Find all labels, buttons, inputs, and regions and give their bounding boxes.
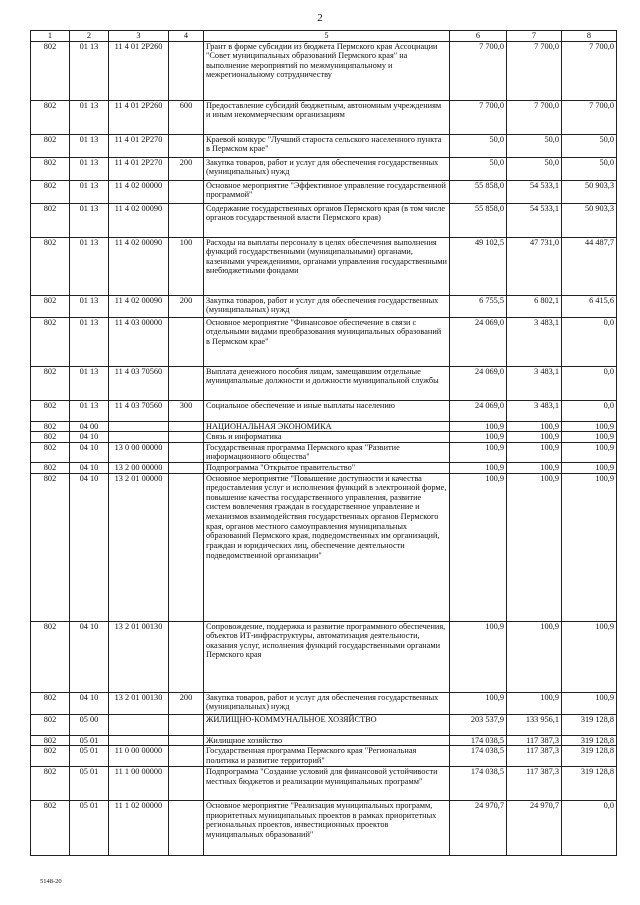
table-row bbox=[31, 432, 617, 443]
cell-amount-2: 100,9 bbox=[507, 692, 562, 714]
cell-amount-3: 0,0 bbox=[562, 801, 617, 856]
cell-target-article: 11 4 01 2P260 bbox=[109, 100, 169, 134]
cell-name: Жилищное хозяйство bbox=[204, 735, 450, 746]
cell-amount-3: 50 903,3 bbox=[562, 180, 617, 203]
cell-section: 04 10 bbox=[70, 432, 109, 443]
cell-admin-code: 802 bbox=[31, 421, 70, 432]
cell-expense-type bbox=[169, 767, 204, 801]
cell-amount-2: 7 700,0 bbox=[507, 100, 562, 134]
cell-amount-3: 0,0 bbox=[562, 317, 617, 366]
cell-name: Подпрограмма "Открытое правительство" bbox=[204, 463, 450, 474]
cell-amount-1: 24 069,0 bbox=[450, 400, 507, 421]
table-row bbox=[31, 41, 617, 100]
cell-amount-1: 100,9 bbox=[450, 692, 507, 714]
cell-amount-3: 100,9 bbox=[562, 621, 617, 692]
cell-target-article: 11 4 02 00000 bbox=[109, 180, 169, 203]
cell-amount-3: 7 700,0 bbox=[562, 41, 617, 100]
cell-expense-type: 100 bbox=[169, 237, 204, 295]
cell-target-article: 11 1 00 00000 bbox=[109, 767, 169, 801]
cell-target-article: 13 2 00 00000 bbox=[109, 463, 169, 474]
cell-amount-3: 100,9 bbox=[562, 432, 617, 443]
cell-amount-2: 100,9 bbox=[507, 473, 562, 621]
cell-name: НАЦИОНАЛЬНАЯ ЭКОНОМИКА bbox=[204, 421, 450, 432]
cell-amount-1: 100,9 bbox=[450, 463, 507, 474]
cell-expense-type bbox=[169, 801, 204, 856]
cell-admin-code: 802 bbox=[31, 714, 70, 735]
cell-target-article bbox=[109, 421, 169, 432]
cell-name: Основное мероприятие "Реализация муниципальных программ, приоритетных муниципальных проектов в рамках приоритетных региональных проектов, инвестиционных проектов муниципальных образований" bbox=[204, 801, 450, 856]
table-row bbox=[31, 100, 617, 134]
cell-amount-2: 6 802,1 bbox=[507, 295, 562, 317]
table-row bbox=[31, 157, 617, 180]
cell-section: 01 13 bbox=[70, 237, 109, 295]
cell-name: ЖИЛИЩНО-КОММУНАЛЬНОЕ ХОЗЯЙСТВО bbox=[204, 714, 450, 735]
cell-target-article: 11 4 01 2P260 bbox=[109, 41, 169, 100]
page-number: 2 bbox=[317, 12, 323, 24]
cell-amount-3: 319 128,8 bbox=[562, 746, 617, 767]
cell-target-article: 11 1 02 00000 bbox=[109, 801, 169, 856]
table-row bbox=[31, 400, 617, 421]
cell-amount-3: 319 128,8 bbox=[562, 714, 617, 735]
cell-amount-3: 7 700,0 bbox=[562, 100, 617, 134]
table-row bbox=[31, 237, 617, 295]
cell-section: 01 13 bbox=[70, 41, 109, 100]
cell-amount-1: 24 970,7 bbox=[450, 801, 507, 856]
cell-amount-1: 174 038,5 bbox=[450, 735, 507, 746]
cell-section: 04 10 bbox=[70, 442, 109, 462]
table-row bbox=[31, 621, 617, 692]
cell-amount-3: 44 487,7 bbox=[562, 237, 617, 295]
cell-amount-3: 0,0 bbox=[562, 400, 617, 421]
cell-name: Государственная программа Пермского края "Региональная политика и развитие территорий" bbox=[204, 746, 450, 767]
cell-amount-3: 0,0 bbox=[562, 366, 617, 400]
cell-section: 04 10 bbox=[70, 463, 109, 474]
cell-admin-code: 802 bbox=[31, 295, 70, 317]
table-row bbox=[31, 180, 617, 203]
cell-name: Социальное обеспечение и иные выплаты населению bbox=[204, 400, 450, 421]
cell-admin-code: 802 bbox=[31, 463, 70, 474]
cell-admin-code: 802 bbox=[31, 692, 70, 714]
cell-expense-type: 600 bbox=[169, 100, 204, 134]
cell-expense-type: 300 bbox=[169, 400, 204, 421]
cell-amount-1: 100,9 bbox=[450, 432, 507, 443]
table-row bbox=[31, 735, 617, 746]
cell-admin-code: 802 bbox=[31, 157, 70, 180]
cell-expense-type bbox=[169, 735, 204, 746]
cell-amount-3: 50,0 bbox=[562, 157, 617, 180]
cell-section: 01 13 bbox=[70, 400, 109, 421]
cell-amount-3: 100,9 bbox=[562, 473, 617, 621]
header-cell: 7 bbox=[507, 31, 562, 42]
cell-expense-type bbox=[169, 41, 204, 100]
cell-admin-code: 802 bbox=[31, 100, 70, 134]
cell-target-article: 11 4 02 00090 bbox=[109, 237, 169, 295]
cell-name: Связь и информатика bbox=[204, 432, 450, 443]
cell-admin-code: 802 bbox=[31, 767, 70, 801]
cell-name: Подпрограмма "Создание условий для финансовой устойчивости местных бюджетов и реализации муниципальных программ" bbox=[204, 767, 450, 801]
cell-section: 04 10 bbox=[70, 621, 109, 692]
cell-amount-1: 50,0 bbox=[450, 134, 507, 157]
cell-section: 05 01 bbox=[70, 801, 109, 856]
cell-section: 01 13 bbox=[70, 295, 109, 317]
cell-target-article: 11 4 02 00090 bbox=[109, 203, 169, 237]
cell-section: 01 13 bbox=[70, 203, 109, 237]
cell-amount-2: 24 970,7 bbox=[507, 801, 562, 856]
cell-amount-1: 7 700,0 bbox=[450, 100, 507, 134]
table-row bbox=[31, 801, 617, 856]
table-row bbox=[31, 463, 617, 474]
cell-name: Основное мероприятие "Эффективное управление государственной программой" bbox=[204, 180, 450, 203]
table-row bbox=[31, 442, 617, 462]
cell-amount-1: 55 858,0 bbox=[450, 203, 507, 237]
cell-admin-code: 802 bbox=[31, 442, 70, 462]
cell-amount-1: 100,9 bbox=[450, 621, 507, 692]
cell-admin-code: 802 bbox=[31, 317, 70, 366]
cell-amount-1: 203 537,9 bbox=[450, 714, 507, 735]
cell-name: Грант в форме субсидии из бюджета Пермского края Ассоциации "Совет муниципальных образований Пермского края" на выполнение мероприятий по межмуниципальному и межрегиональному сотрудничеству bbox=[204, 41, 450, 100]
cell-amount-3: 100,9 bbox=[562, 442, 617, 462]
cell-expense-type bbox=[169, 134, 204, 157]
cell-amount-1: 50,0 bbox=[450, 157, 507, 180]
cell-name: Закупка товаров, работ и услуг для обеспечения государственных (муниципальных) нужд bbox=[204, 692, 450, 714]
cell-target-article: 11 4 03 00000 bbox=[109, 317, 169, 366]
cell-name: Закупка товаров, работ и услуг для обеспечения государственных (муниципальных) нужд bbox=[204, 157, 450, 180]
cell-admin-code: 802 bbox=[31, 746, 70, 767]
cell-amount-3: 50,0 bbox=[562, 134, 617, 157]
cell-expense-type bbox=[169, 442, 204, 462]
cell-amount-2: 54 533,1 bbox=[507, 203, 562, 237]
cell-name: Государственная программа Пермского края "Развитие информационного общества" bbox=[204, 442, 450, 462]
cell-section: 05 01 bbox=[70, 767, 109, 801]
table-row bbox=[31, 203, 617, 237]
cell-amount-2: 3 483,1 bbox=[507, 400, 562, 421]
cell-target-article: 13 2 01 00130 bbox=[109, 692, 169, 714]
header-cell: 5 bbox=[204, 31, 450, 42]
cell-amount-2: 3 483,1 bbox=[507, 317, 562, 366]
cell-amount-2: 117 387,3 bbox=[507, 735, 562, 746]
cell-expense-type bbox=[169, 473, 204, 621]
budget-table bbox=[30, 30, 617, 856]
cell-amount-3: 319 128,8 bbox=[562, 735, 617, 746]
cell-target-article: 11 4 01 2P270 bbox=[109, 157, 169, 180]
cell-admin-code: 802 bbox=[31, 400, 70, 421]
cell-amount-1: 24 069,0 bbox=[450, 366, 507, 400]
cell-target-article: 11 4 01 2P270 bbox=[109, 134, 169, 157]
cell-section: 01 13 bbox=[70, 134, 109, 157]
cell-amount-1: 100,9 bbox=[450, 473, 507, 621]
cell-section: 01 13 bbox=[70, 366, 109, 400]
cell-amount-2: 100,9 bbox=[507, 421, 562, 432]
cell-target-article: 13 0 00 00000 bbox=[109, 442, 169, 462]
cell-admin-code: 802 bbox=[31, 41, 70, 100]
header-cell: 2 bbox=[70, 31, 109, 42]
cell-amount-2: 133 956,1 bbox=[507, 714, 562, 735]
cell-amount-2: 54 533,1 bbox=[507, 180, 562, 203]
cell-target-article bbox=[109, 432, 169, 443]
cell-amount-2: 50,0 bbox=[507, 157, 562, 180]
cell-target-article bbox=[109, 735, 169, 746]
cell-name: Краевой конкурс "Лучший староста сельского населенного пункта в Пермском крае" bbox=[204, 134, 450, 157]
cell-section: 05 01 bbox=[70, 746, 109, 767]
cell-section: 01 13 bbox=[70, 180, 109, 203]
cell-name: Закупка товаров, работ и услуг для обеспечения государственных (муниципальных) нужд bbox=[204, 295, 450, 317]
cell-expense-type bbox=[169, 432, 204, 443]
table-row bbox=[31, 295, 617, 317]
header-row bbox=[31, 31, 617, 42]
cell-expense-type bbox=[169, 714, 204, 735]
cell-amount-3: 100,9 bbox=[562, 463, 617, 474]
header-cell: 8 bbox=[562, 31, 617, 42]
cell-expense-type: 200 bbox=[169, 295, 204, 317]
cell-name: Основное мероприятие "Повышение доступности и качества предоставления услуг и исполнения функций в электронной форме, повышение качества государственного управления, развитие систем вовлечения граждан в государственное управление и механизмов взаимодействия государственных органов Пермского края, органов местного самоуправления муниципальных образований Пермского края, подведомственных им организаций, граждан и юридических лиц, обеспечение деятельности подведомственной организации" bbox=[204, 473, 450, 621]
cell-admin-code: 802 bbox=[31, 203, 70, 237]
cell-admin-code: 802 bbox=[31, 366, 70, 400]
cell-admin-code: 802 bbox=[31, 180, 70, 203]
cell-amount-2: 100,9 bbox=[507, 621, 562, 692]
cell-admin-code: 802 bbox=[31, 735, 70, 746]
cell-target-article: 11 4 02 00090 bbox=[109, 295, 169, 317]
table-row bbox=[31, 714, 617, 735]
cell-amount-1: 7 700,0 bbox=[450, 41, 507, 100]
cell-amount-1: 49 102,5 bbox=[450, 237, 507, 295]
cell-target-article: 13 2 01 00000 bbox=[109, 473, 169, 621]
header-cell: 6 bbox=[450, 31, 507, 42]
table-row bbox=[31, 134, 617, 157]
cell-expense-type bbox=[169, 463, 204, 474]
cell-admin-code: 802 bbox=[31, 237, 70, 295]
cell-admin-code: 802 bbox=[31, 134, 70, 157]
cell-expense-type bbox=[169, 203, 204, 237]
cell-section: 04 10 bbox=[70, 692, 109, 714]
cell-amount-2: 100,9 bbox=[507, 432, 562, 443]
table-row bbox=[31, 767, 617, 801]
cell-amount-1: 174 038,5 bbox=[450, 746, 507, 767]
cell-amount-3: 100,9 bbox=[562, 421, 617, 432]
cell-expense-type: 200 bbox=[169, 157, 204, 180]
cell-amount-2: 50,0 bbox=[507, 134, 562, 157]
cell-expense-type: 200 bbox=[169, 692, 204, 714]
cell-expense-type bbox=[169, 317, 204, 366]
table-row bbox=[31, 366, 617, 400]
cell-amount-1: 100,9 bbox=[450, 421, 507, 432]
cell-target-article bbox=[109, 714, 169, 735]
cell-amount-2: 100,9 bbox=[507, 442, 562, 462]
table-row bbox=[31, 692, 617, 714]
cell-section: 05 00 bbox=[70, 714, 109, 735]
cell-target-article: 11 4 03 70560 bbox=[109, 366, 169, 400]
cell-section: 01 13 bbox=[70, 157, 109, 180]
cell-admin-code: 802 bbox=[31, 801, 70, 856]
cell-amount-2: 117 387,3 bbox=[507, 746, 562, 767]
cell-expense-type bbox=[169, 180, 204, 203]
cell-section: 05 01 bbox=[70, 735, 109, 746]
cell-section: 04 10 bbox=[70, 473, 109, 621]
table-row bbox=[31, 317, 617, 366]
cell-name: Предоставление субсидий бюджетным, автономным учреждениям и иным некоммерческим организациям bbox=[204, 100, 450, 134]
cell-amount-2: 7 700,0 bbox=[507, 41, 562, 100]
cell-name: Сопровождение, поддержка и развитие программного обеспечения, объектов ИТ-инфраструктуры, автоматизация деятельности, оказания услуг, исполнения функций государственными органами Пермского края bbox=[204, 621, 450, 692]
cell-amount-3: 100,9 bbox=[562, 692, 617, 714]
cell-amount-2: 100,9 bbox=[507, 463, 562, 474]
cell-expense-type bbox=[169, 621, 204, 692]
cell-amount-1: 55 858,0 bbox=[450, 180, 507, 203]
table-row bbox=[31, 421, 617, 432]
cell-section: 01 13 bbox=[70, 100, 109, 134]
cell-section: 04 00 bbox=[70, 421, 109, 432]
cell-amount-1: 24 069,0 bbox=[450, 317, 507, 366]
cell-name: Содержание государственных органов Пермского края (в том числе органов государственной власти Пермского края) bbox=[204, 203, 450, 237]
header-cell: 1 bbox=[31, 31, 70, 42]
cell-expense-type bbox=[169, 366, 204, 400]
cell-target-article: 11 4 03 70560 bbox=[109, 400, 169, 421]
cell-amount-2: 3 483,1 bbox=[507, 366, 562, 400]
footer-code: 5148-20 bbox=[40, 878, 62, 885]
cell-admin-code: 802 bbox=[31, 473, 70, 621]
cell-amount-3: 319 128,8 bbox=[562, 767, 617, 801]
cell-name: Выплата денежного пособия лицам, замещавшим отдельные муниципальные должности и должности муниципальной службы bbox=[204, 366, 450, 400]
cell-name: Основное мероприятие "Финансовое обеспечение в связи с отдельными видами преобразования муниципальных образований в Пермском крае" bbox=[204, 317, 450, 366]
cell-name: Расходы на выплаты персоналу в целях обеспечения выполнения функций государственными (муниципальными) органами, казенными учреждениями, органами управления государственными внебюджетными фондами bbox=[204, 237, 450, 295]
cell-target-article: 11 0 00 00000 bbox=[109, 746, 169, 767]
cell-amount-1: 174 038,5 bbox=[450, 767, 507, 801]
cell-section: 01 13 bbox=[70, 317, 109, 366]
cell-admin-code: 802 bbox=[31, 621, 70, 692]
cell-amount-1: 100,9 bbox=[450, 442, 507, 462]
header-cell: 3 bbox=[109, 31, 169, 42]
cell-amount-2: 47 731,0 bbox=[507, 237, 562, 295]
cell-expense-type bbox=[169, 421, 204, 432]
cell-amount-3: 6 415,6 bbox=[562, 295, 617, 317]
cell-amount-3: 50 903,3 bbox=[562, 203, 617, 237]
table-row bbox=[31, 473, 617, 621]
cell-admin-code: 802 bbox=[31, 432, 70, 443]
cell-target-article: 13 2 01 00130 bbox=[109, 621, 169, 692]
cell-amount-2: 117 387,3 bbox=[507, 767, 562, 801]
header-cell: 4 bbox=[169, 31, 204, 42]
cell-amount-1: 6 755,5 bbox=[450, 295, 507, 317]
table-row bbox=[31, 746, 617, 767]
cell-expense-type bbox=[169, 746, 204, 767]
